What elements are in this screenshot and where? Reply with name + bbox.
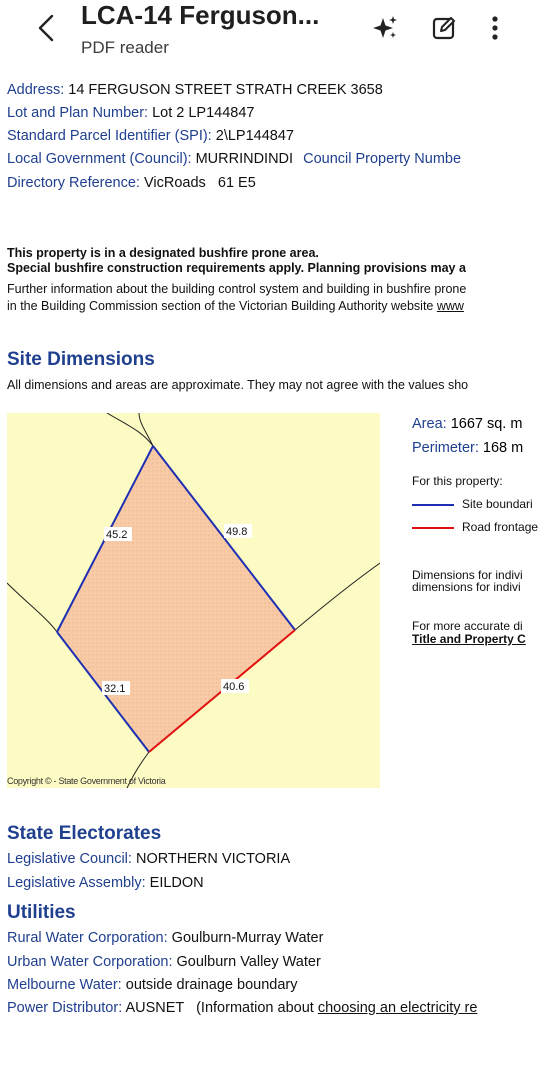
- rural-water-label: Rural Water Corporation:: [7, 930, 168, 946]
- legislative-council-value: NORTHERN VICTORIA: [135, 851, 291, 867]
- electricity-retailer-link[interactable]: choosing an electricity re: [317, 1000, 478, 1016]
- lot-plan-row: [7, 105, 255, 121]
- directory-value: VicRoads 61 E5: [144, 175, 256, 191]
- spi-row: [7, 128, 294, 144]
- urban-water-value: Goulburn Valley Water: [176, 954, 321, 970]
- spi-value: 2\LP144847: [215, 128, 294, 144]
- dimensions-note-line2: dimensions for indivi: [412, 580, 521, 594]
- council-property-label: Council Property Numbe: [303, 151, 462, 167]
- for-property-label: For this property:: [412, 474, 503, 488]
- bushfire-line4: [7, 299, 464, 313]
- map-copyright: Copyright © - State Government of Victoria: [7, 776, 166, 786]
- legend-boundary-swatch: [412, 504, 454, 506]
- bushfire-line1: This property is in a designated bushfire prone area.: [7, 246, 319, 260]
- document-subtitle: PDF reader: [81, 38, 169, 57]
- address-row: [7, 82, 383, 98]
- legend-road-swatch: [412, 527, 454, 529]
- utilities-heading: Utilities: [7, 902, 76, 923]
- legend-road-label: Road frontage: [462, 520, 539, 534]
- legislative-council-label: Legislative Council:: [7, 851, 132, 867]
- legislative-assembly-row: [7, 875, 204, 891]
- back-arrow-icon: [36, 14, 56, 42]
- dim-label-bottom-left: 32.1: [104, 683, 126, 695]
- perimeter-value: 168 m: [482, 440, 524, 456]
- back-button[interactable]: [28, 10, 64, 46]
- site-dimensions-heading: Site Dimensions: [7, 349, 155, 370]
- bushfire-line4-text: in the Building Commission section of the Victorian Building Authority website: [7, 299, 437, 313]
- council-label: Local Government (Council):: [7, 151, 192, 167]
- state-electorates-heading: State Electorates: [7, 823, 162, 844]
- lot-plan-label: Lot and Plan Number:: [7, 105, 149, 121]
- melbourne-water-label: Melbourne Water:: [7, 977, 122, 993]
- dim-label-top-right: 49.8: [226, 526, 248, 538]
- address-label: Address:: [7, 82, 65, 98]
- ai-assist-button[interactable]: [367, 10, 403, 46]
- directory-label: Directory Reference:: [7, 175, 140, 191]
- rural-water-row: [7, 930, 323, 946]
- pdf-page[interactable]: [0, 72, 549, 1068]
- council-value: MURRINDINDI: [195, 151, 294, 167]
- vba-website-link[interactable]: www: [436, 299, 464, 313]
- area-value: 1667 sq. m: [450, 416, 523, 432]
- rural-water-value: Goulburn-Murray Water: [171, 930, 324, 946]
- melbourne-water-value: outside drainage boundary: [125, 977, 298, 993]
- more-options-button[interactable]: [477, 10, 513, 46]
- legislative-council-row: [7, 851, 290, 867]
- legislative-assembly-value: EILDON: [149, 875, 204, 891]
- address-value: 14 FERGUSON STREET STRATH CREEK 3658: [68, 82, 383, 98]
- title-property-link[interactable]: Title and Property C: [412, 632, 526, 646]
- bushfire-line3: Further information about the building control system and building in bushfire prone: [7, 282, 467, 296]
- lot-plan-value: Lot 2 LP144847: [152, 105, 255, 121]
- area-row: [412, 416, 522, 432]
- perimeter-label: Perimeter:: [412, 440, 479, 456]
- urban-water-row: [7, 954, 321, 970]
- edit-icon: [430, 14, 458, 42]
- document-title: LCA-14 Ferguson...: [81, 0, 320, 30]
- spi-label: Standard Parcel Identifier (SPI):: [7, 128, 212, 144]
- urban-water-label: Urban Water Corporation:: [7, 954, 173, 970]
- dimensions-note-line1: Dimensions for indivi: [412, 568, 523, 582]
- directory-row: [7, 175, 256, 191]
- dim-label-bottom-right: 40.6: [223, 681, 245, 693]
- dim-label-top-left: 45.2: [106, 529, 128, 541]
- accurate-note-line1: For more accurate di: [412, 619, 523, 633]
- area-label: Area:: [412, 416, 447, 432]
- power-distributor-row: [7, 1000, 477, 1016]
- legend-boundary-label: Site boundari: [462, 497, 533, 511]
- bushfire-line2: Special bushfire construction requirements apply. Planning provisions may a: [7, 261, 466, 275]
- power-distributor-label: Power Distributor:: [7, 1000, 123, 1016]
- council-row: [7, 151, 461, 167]
- power-distributor-value: AUSNET (Information about: [125, 1000, 318, 1016]
- more-vert-icon: [491, 15, 499, 41]
- perimeter-row: [412, 440, 523, 456]
- edit-button[interactable]: [426, 10, 462, 46]
- sparkle-icon: [371, 14, 399, 42]
- legislative-assembly-label: Legislative Assembly:: [7, 875, 146, 891]
- melbourne-water-row: [7, 977, 297, 993]
- site-map: [7, 413, 380, 788]
- app-bar: [0, 0, 549, 72]
- site-dimensions-note: All dimensions and areas are approximate. They may not agree with the values sho: [7, 378, 469, 392]
